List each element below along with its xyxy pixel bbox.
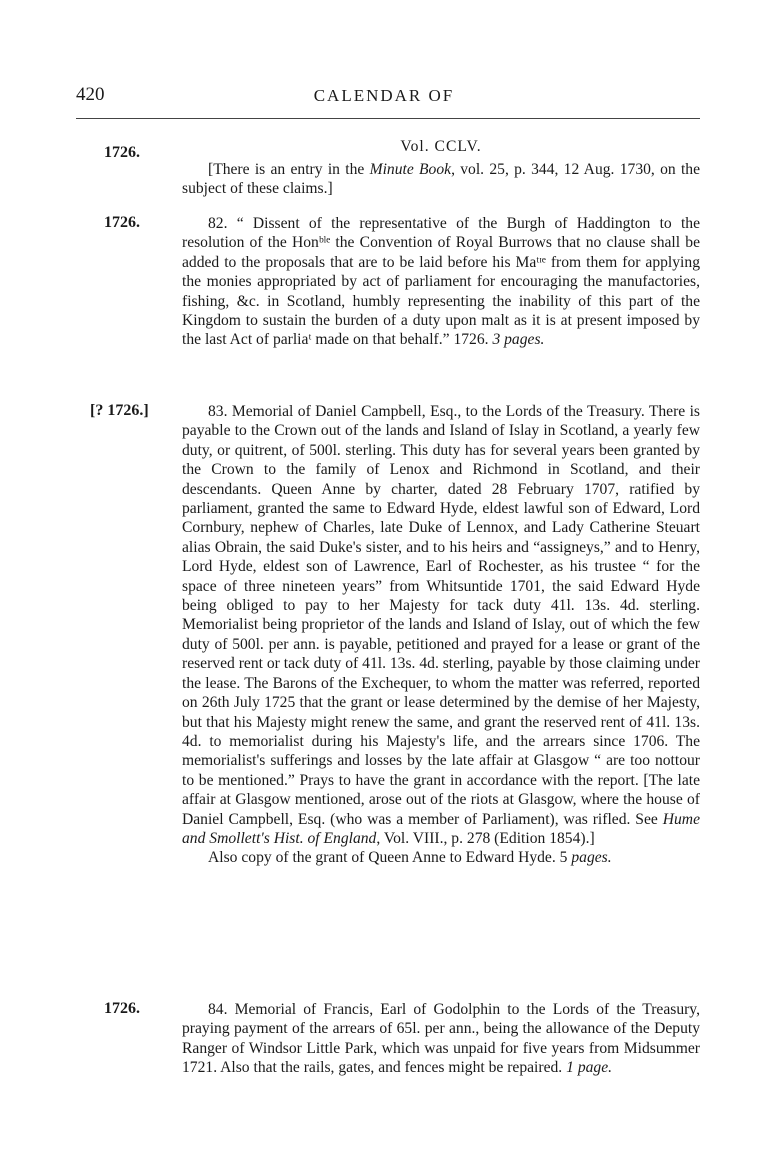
running-title: CALENDAR OF [313,86,455,105]
entry-83-text: 83. Memorial of Daniel Campbell, Esq., to the Lords of the Treasury. There is payable to the Crown out of the lands and Island of Islay in Scotland, a yearly few duty, or quitrent, of 500l. sterling. This duty has for several years been granted by the Crown to the family of Lenox and Richmond in Scotland, and their descendants. Queen Anne by charter, dated 28 February 1707, ratified by parliament, granted the same to Edward Hyde, eldest lawful son of Edward, Lord Cornbury, nephew of Charles, late Duke of Lennox, and Lady Catherine Steuart alias Obrain, the said Duke's sister, and to his heirs and “assigneys,” and to Henry, Lord Hyde, eldest son of Lawrence, Earl of Rochester, as his trustee “ for the space of three nineteen years” from Whitsuntide 1701, the said Edward Hyde being obliged to pay to her Majesty for tack duty 41l. 13s. 4d. sterling. Memorialist being proprietor of the lands and Island of Islay, out of which the few duty of 500l. per ann. is payable, petitioned and prayed for a lease or grant of the reserved rent or tack duty of 41l. 13s. 4d. sterling, payable by those claiming under the lease. The Barons of the Exchequer, to whom the matter was referred, reported on 26th July 1725 that the grant or lease determined by the demise of her Majesty, but that his Majesty might renew the same, and grant the reserved rent of 41l. 13s. 4d. to memorialist during his Majesty's life, and the arrears since 1706. The memorialist's sufferings and losses by the late affair at Glasgow “ are too nottour to be mentioned.” Prays to have the grant in accordance with the report. [The late affair at Glasgow mentioned, arose out of the riots at Glasgow, where the house of Daniel Campbell, Esq. (who was a member of Parliament), was rifled. See [182,403,700,828]
running-header [0,84,768,114]
entry-83-reference: Hume and Smollett's Hist. of England [182,810,700,847]
document-page: 420 CALENDAR OF 1726. Vol. CCLV. [There is an entry in the Minute Book, vol. 25, p. 344, 12 Aug. 1730, on the subject of these claims.] 1726. 82. “ Dissent of the representative of the Burgh of Haddington to the resolution of the Honᵇˡᵉ the Convention of Royal Burrows that no clause shall be added to the proposals that are to be laid before his Maᵗᶦᵉ from them for applying the monies appropriated by act of parliament for encouraging the manufactories, fishing, &c. in Scotland, humbly representing the inability of this part of the Kingdom to sustain the burden of a duty upon malt as it is at present imposed by the last Act of parliaᵗ made on that behalf.” 1726. 3 pages. [? 1726.] 83. Memorial of Daniel Campbell, Esq., to the Lords of the Treasury. There is payable to the Crown out of the lands and Island of Islay in Scotland, a yearly few duty, or quitrent, of 500l. sterling. This duty has for several years been granted by the Crown to the family of Lenox and Richmond in Scotland, and their descendants. Queen Anne by charter, dated 28 February 1707, ratified by parliament, granted the same to Edward Hyde, eldest lawful son of Edward, Lord Cornbury, nephew of Charles, late Duke of Lennox, and Lady Catherine Steuart alias Obrain, the said Duke's sister, and to his heirs and “assigneys,” and to Henry, Lord Hyde, eldest son of Lawrence, Earl of Rochester, as his trustee “ for the space of three nineteen years” from Whitsuntide 1701, the said Edward Hyde being obliged to pay to her Majesty for tack duty 41l. 13s. 4d. sterling. Memorialist being proprietor of the lands and Island of Islay, out of which the few duty of 500l. per ann. is payable, petitioned and prayed for a lease or grant of the reserved rent or tack duty of 41l. 13s. 4d. sterling, payable by those claiming under the lease. The Barons of the Exchequer, to whom the matter was referred, reported on 26th July 1725 that the grant or lease determined by the demise of her Majesty, but that his Majesty might renew the same, and grant the reserved rent of 41l. 13s. 4d. to memorialist during his Majesty's life, and the arrears since 1706. The memorialist's sufferings and losses by the late affair at Glasgow “ are too nottour to be mentioned.” Prays to have the grant in accordance with the report. [The late affair at Glasgow mentioned, arose out of the riots at Glasgow, where the house of Daniel Campbell, Esq. (who was a member of Parliament), was rifled. See Hume and Smollett's Hist. of England, Vol. VIII., p. 278 (Edition 1854).] Also copy of the grant of Queen Anne to Edward Hyde. 5 pages. 1726. 84. Memorial of Francis, Earl of Godolphin to the Lords of the Treasury, praying payment of the arrears of 65l. per ann., being the allowance of the Deputy Ranger of Windsor Little Park, which was unpaid for five years from Midsummer 1721. Also that the rails, gates, and fences might be repaired. 1 page. [0,0,768,1158]
entry-84-date: 1726. [104,1000,140,1017]
header-rule [76,118,700,119]
entry-83-date: [? 1726.] [90,402,149,419]
entry-83-also: Also copy of the grant of Queen Anne to Edward Hyde. 5 [208,849,568,867]
entry-84-pages: 1 page. [566,1059,613,1077]
entry-84-text: 84. Memorial of Francis, Earl of Godolphin to the Lords of the Treasury, praying payment of the arrears of 65l. per ann., being the allowance of the Deputy Ranger of Windsor Little Park, which was unpaid for five years from Midsummer 1721. Also that the rails, gates, and fences might be repaired. [182,1001,700,1077]
entry-83-pages: pages. [571,849,612,867]
volume-label: Vol. CCLV. [400,138,482,155]
entry-82-date: 1726. [104,214,140,231]
page-number: 420 [76,84,105,105]
minute-book-ref: Minute Book [369,161,452,178]
volume-date: 1726. [104,144,140,161]
entry-82-pages: 3 pages. [492,331,545,349]
entry-82-text: 82. “ Dissent of the representative of the Burgh of Haddington to the resolution of the Honᵇˡᵉ the Convention of Royal Burrows that no clause shall be added to the proposals that are to be laid before his Maᵗᶦᵉ from them for applying the monies appropriated by act of parliament for encouraging the manufactories, fishing, &c. in Scotland, humbly representing the inability of this part of the Kingdom to sustain the burden of a duty upon malt as it is at present imposed by the last Act of parliaᵗ made on that behalf.” 1726. [182,215,700,349]
